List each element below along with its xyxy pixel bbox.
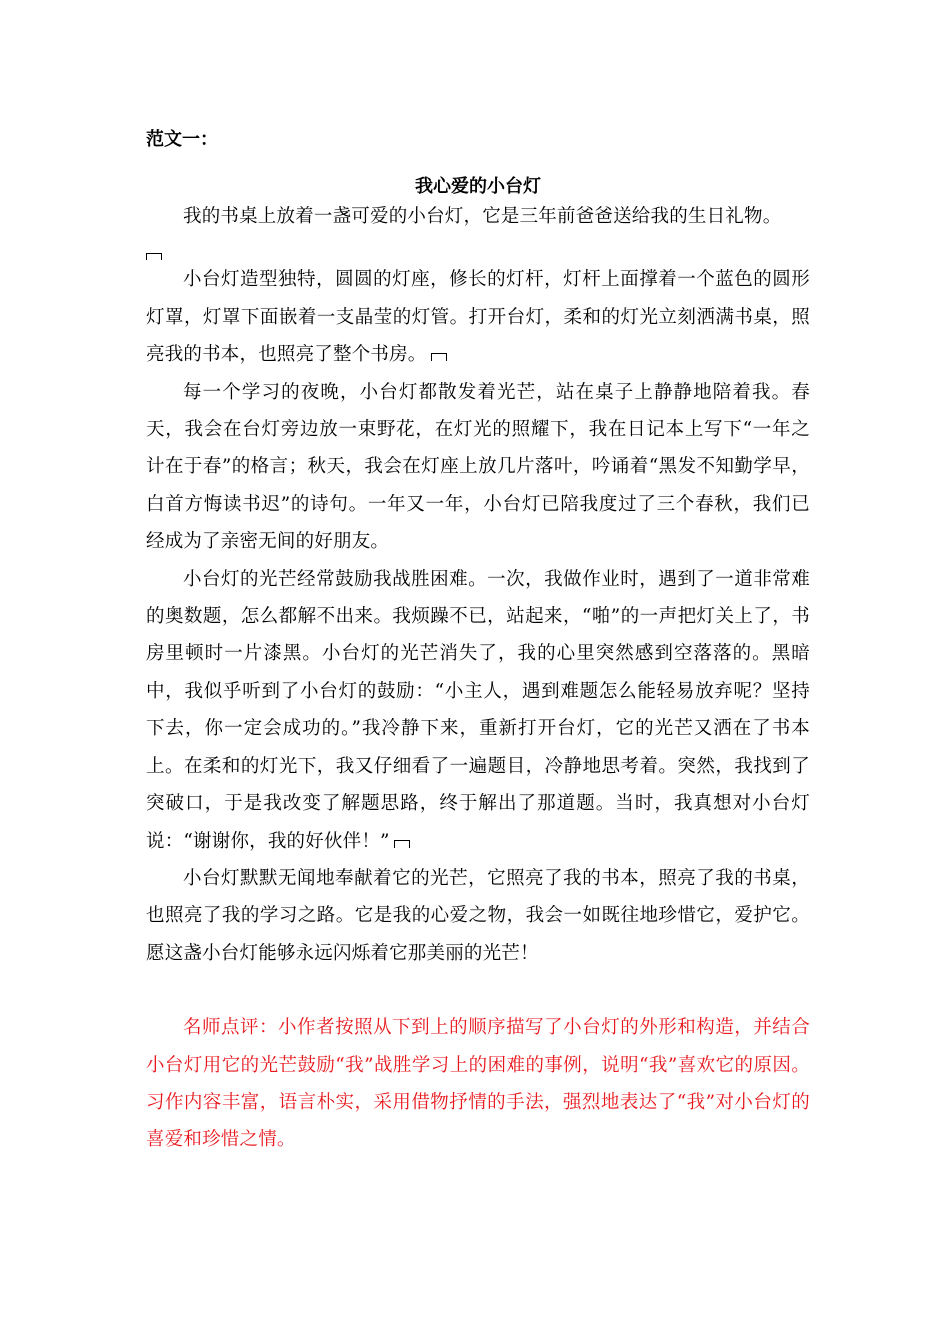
- paragraph-mark-icon: [431, 353, 447, 361]
- paragraph-mark-icon: [146, 253, 162, 260]
- essay-paragraph-5: 小台灯默默无闻地奉献着它的光芒，它照亮了我的书本，照亮了我的书桌，也照亮了我的学习之路。它是我的心爱之物，我会一如既往地珍惜它，爱护它。愿这盏小台灯能够永远闪烁着它那美丽的光芒！: [146, 867, 810, 964]
- essay-paragraph-2: 小台灯造型独特，圆圆的灯座，修长的灯杆，灯杆上面撑着一个蓝色的圆形灯罩，灯罩下面嵌着一支晶莹的灯管。打开台灯，柔和的灯光立刻洒满书桌，照亮我的书本，也照亮了整个书房。: [146, 269, 810, 366]
- spacer: [146, 972, 810, 1009]
- essay-paragraph-4: 小台灯的光芒经常鼓励我战胜困难。一次，我做作业时，遇到了一道非常难的奥数题，怎么都解不出来。我烦躁不已，站起来，“啪”的一声把灯关上了，书房里顿时一片漆黑。小台灯的光芒消失了，我的心里突然感到空落落的。黑暗中，我似乎听到了小台灯的鼓励：“小主人，遇到难题怎么能轻易放弃呢？坚持下去，你一定会成功的。”我冷静下来，重新打开台灯，它的光芒又洒在了书本上。在柔和的灯光下，我又仔细看了一遍题目，冷静地思考着。突然，我找到了突破口，于是我改变了解题思路，终于解出了那道题。当时，我真想对小台灯说：“谢谢你，我的好伙伴！”: [146, 568, 810, 852]
- section-heading: 范文一：: [146, 129, 218, 150]
- essay-paragraph-1: 我的书桌上放着一盏可爱的小台灯，它是三年前爸爸送给我的生日礼物。: [183, 206, 782, 227]
- essay-body: [146, 198, 810, 1159]
- essay-paragraph-3: 每一个学习的夜晚，小台灯都散发着光芒，站在桌子上静静地陪着我。春天，我会在台灯旁边放一束野花，在灯光的照耀下，我在日记本上写下“一年之计在于春”的格言；秋天，我会在灯座上放几片落叶，吟诵着“黑发不知勤学早，白首方悔读书迟”的诗句。一年又一年，小台灯已陪我度过了三个春秋，我们已经成为了亲密无间的好朋友。: [146, 381, 810, 553]
- document-page: [146, 0, 810, 1344]
- paragraph-mark-icon: [394, 840, 410, 848]
- teacher-review: 名师点评：小作者按照从下到上的顺序描写了小台灯的外形和构造，并结合小台灯用它的光芒鼓励“我”战胜学习上的困难的事例，说明“我”喜欢它的原因。习作内容丰富，语言朴实，采用借物抒情的手法，强烈地表达了“我”对小台灯的喜爱和珍惜之情。: [146, 1017, 810, 1151]
- essay-title: 我心爱的小台灯: [415, 176, 541, 197]
